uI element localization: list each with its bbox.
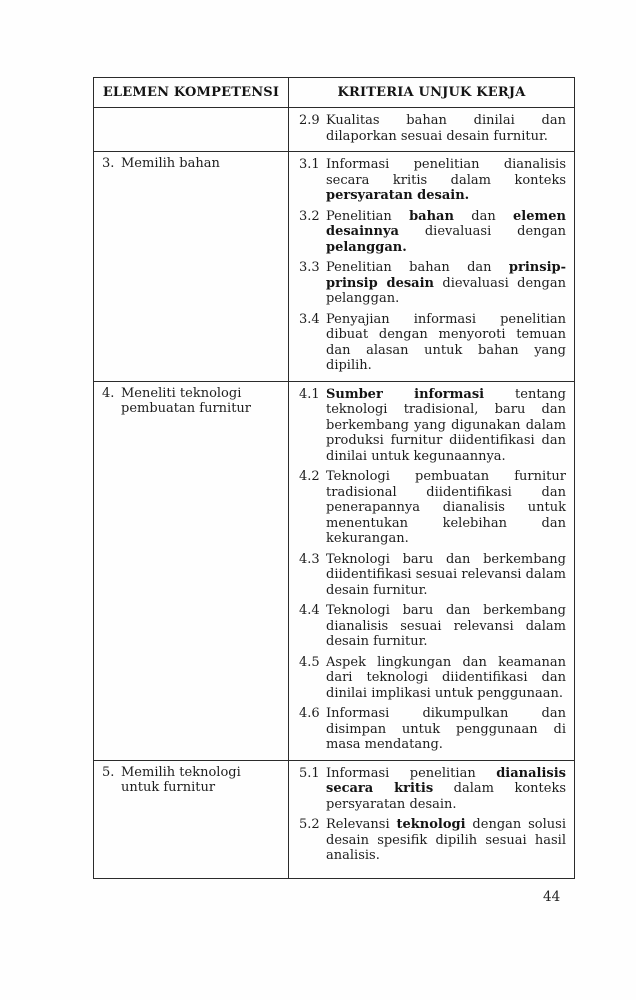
criteria-item (299, 603, 566, 650)
element-number: 5. (102, 764, 115, 780)
element-entry (102, 386, 280, 417)
criteria-text: Penyajian informasi penelitian dibuat dengan menyoroti temuan dan alasan untuk bahan yang dipilih. (326, 311, 566, 373)
element-cell (94, 152, 289, 382)
criteria-item (299, 655, 566, 702)
criteria-item (299, 706, 566, 753)
criteria-number: 5.1 (299, 765, 320, 781)
criteria-number: 4.5 (299, 654, 320, 670)
criteria-text: Teknologi pembuatan furnitur tradisional diidentifikasi dan penerapannya dianalisis untuk menentukan kelebihan dan kekurangan. (326, 469, 566, 546)
criteria-text: Penelitian bahan dan prinsip-prinsip desain dievaluasi dengan pelanggan. (326, 260, 566, 306)
element-label: Memilih bahan (121, 156, 220, 171)
criteria-text: Sumber informasi tentang teknologi tradisional, baru dan berkembang yang digunakan dalam produksi furnitur diidentifikasi dan dinilai untuk kegunaannya. (326, 386, 566, 464)
element-entry (102, 765, 280, 796)
criteria-item (299, 387, 566, 465)
element-number: 3. (102, 156, 115, 171)
table-row (94, 760, 575, 878)
criteria-item (299, 113, 566, 144)
criteria-text: Informasi dikumpulkan dan disimpan untuk penggunaan di masa mendatang. (326, 706, 566, 752)
criteria-number: 3.4 (299, 311, 320, 327)
criteria-text: Relevansi teknologi dengan solusi desain spesifik dipilih sesuai hasil analisis. (326, 817, 566, 863)
criteria-text: Kualitas bahan dinilai dan dilaporkan sesuai desain furnitur. (326, 113, 566, 144)
criteria-text: Aspek lingkungan dan keamanan dari teknologi diidentifikasi dan dinilai implikasi untuk penggunaan. (326, 654, 566, 701)
element-entry (102, 156, 280, 172)
criteria-text: Penelitian bahan dan elemen desainnya dievaluasi dengan pelanggan. (326, 208, 566, 255)
criteria-item (299, 469, 566, 547)
competency-table (93, 77, 575, 879)
table-body (94, 108, 575, 879)
criteria-text: Informasi penelitian dianalisis secara kritis dalam konteks persyaratan desain. (326, 765, 566, 812)
column-header-elemen-kompetensi: ELEMEN KOMPETENSI (94, 78, 289, 108)
criteria-number: 4.3 (299, 551, 320, 567)
criteria-item (299, 817, 566, 864)
criteria-item (299, 157, 566, 204)
criteria-cell (289, 152, 575, 382)
table-row (94, 108, 575, 152)
table-row (94, 152, 575, 382)
criteria-item (299, 552, 566, 599)
element-number: 4. (102, 385, 115, 401)
criteria-text: Teknologi baru dan berkembang dianalisis sesuai relevansi dalam desain furnitur. (326, 603, 566, 649)
table-header-row (94, 78, 575, 108)
element-label: Meneliti teknologi pembuatan furnitur (121, 385, 252, 416)
criteria-item (299, 209, 566, 256)
criteria-number: 4.1 (299, 386, 320, 402)
criteria-number: 3.1 (299, 157, 320, 172)
element-cell (94, 381, 289, 760)
page-number: 44 (543, 889, 561, 905)
table-header (94, 78, 575, 108)
criteria-number: 4.6 (299, 706, 320, 721)
criteria-number: 5.2 (299, 817, 320, 832)
criteria-number: 4.2 (299, 469, 320, 484)
criteria-number: 3.3 (299, 260, 320, 275)
element-label: Memilih teknologi untuk furnitur (121, 764, 241, 795)
column-header-kriteria-unjuk-kerja: KRITERIA UNJUK KERJA (289, 78, 575, 108)
criteria-cell (289, 108, 575, 152)
criteria-item (299, 260, 566, 307)
criteria-item (299, 312, 566, 374)
criteria-cell (289, 760, 575, 878)
criteria-item (299, 766, 566, 813)
criteria-cell (289, 381, 575, 760)
criteria-text: Informasi penelitian dianalisis secara kritis dalam konteks persyaratan desain. (326, 157, 566, 203)
criteria-number: 2.9 (299, 113, 320, 128)
element-cell (94, 108, 289, 152)
criteria-number: 4.4 (299, 603, 320, 618)
table-row (94, 381, 575, 760)
criteria-text: Teknologi baru dan berkembang diidentifikasi sesuai relevansi dalam desain furnitur. (326, 551, 566, 598)
criteria-number: 3.2 (299, 208, 320, 224)
element-cell (94, 760, 289, 878)
